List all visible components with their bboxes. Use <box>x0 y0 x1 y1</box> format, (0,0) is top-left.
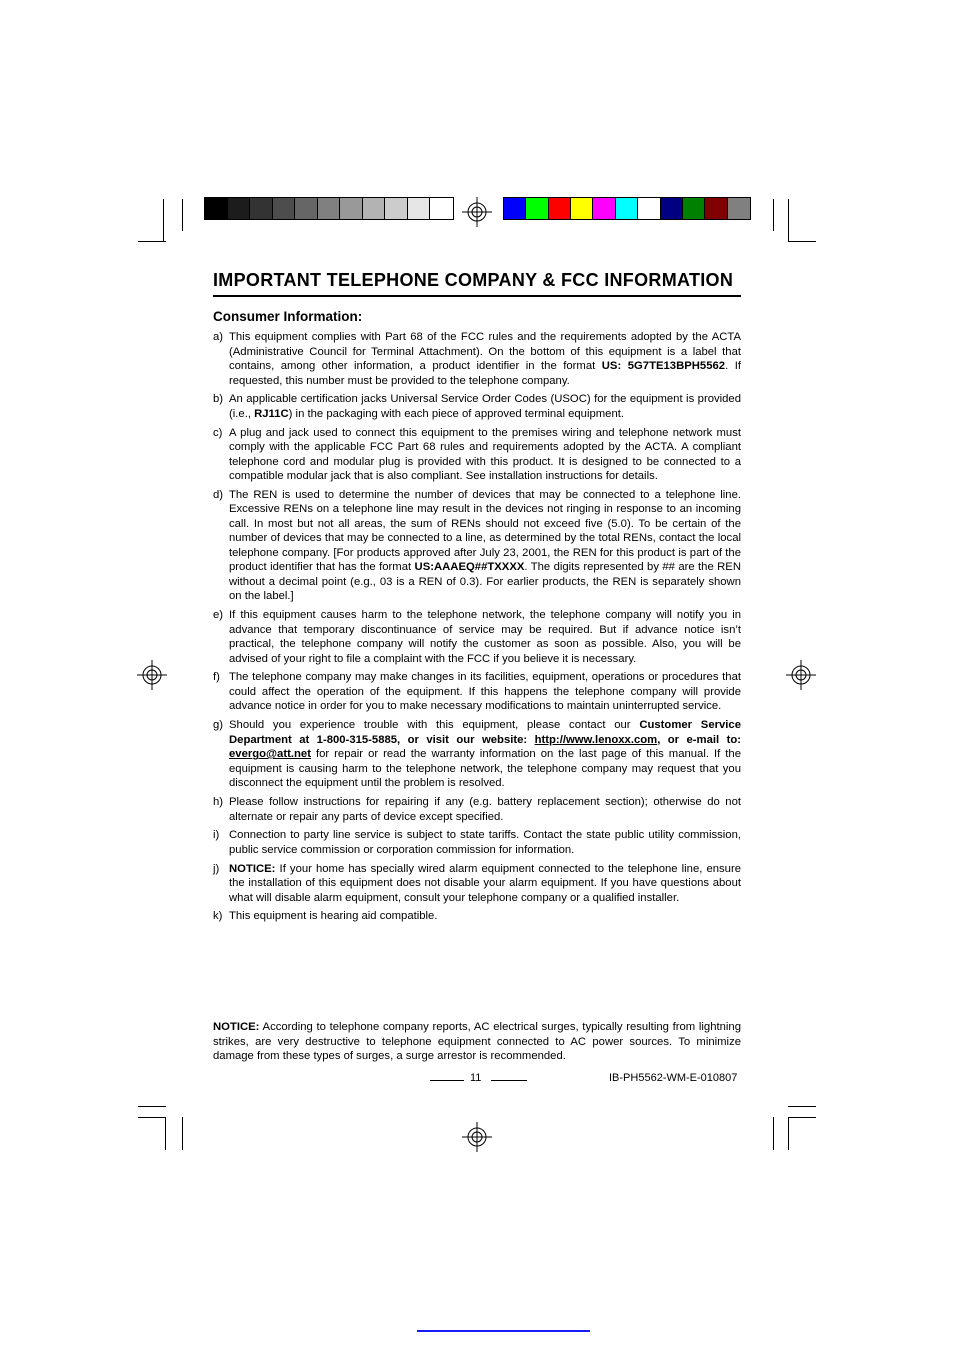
document-id: IB-PH5562-WM-E-010807 <box>609 1072 738 1084</box>
item-text: Please follow instructions for repairing if any (e.g. battery replacement section); otherwise do not alternate or repair any parts of device except specified. <box>229 796 741 823</box>
item-label: j) <box>213 862 220 875</box>
list-item <box>213 862 741 906</box>
registration-mark-icon <box>786 660 816 690</box>
crop-mark <box>163 199 164 241</box>
website-link[interactable]: http://www.lenoxx.com <box>534 733 658 746</box>
crop-mark <box>788 199 789 241</box>
crop-mark <box>165 1117 166 1150</box>
list-item <box>213 488 741 604</box>
color-swatch <box>571 198 593 219</box>
color-swatch <box>526 198 548 219</box>
color-swatch <box>638 198 660 219</box>
surge-notice: NOTICE: According to telephone company reports, AC electrical surges, typically resulting from lightning strikes, are very destructive to telephone equipment connected to AC power sources. To minimize damage from these types of surges, a surge arrestor is recommended. <box>213 1021 741 1062</box>
item-label: e) <box>213 609 224 622</box>
title-underline <box>213 295 741 297</box>
color-swatch <box>363 198 386 219</box>
color-swatch <box>205 198 228 219</box>
page-title: IMPORTANT TELEPHONE COMPANY & FCC INFORMATION <box>213 270 734 290</box>
color-swatch <box>504 198 526 219</box>
color-swatch <box>616 198 638 219</box>
list-item <box>213 392 741 421</box>
consumer-information-list <box>213 330 741 928</box>
color-calibration-bar <box>503 197 751 220</box>
list-item <box>213 330 741 388</box>
item-label: b) <box>213 393 224 406</box>
crop-mark <box>138 1106 166 1107</box>
list-item <box>213 670 741 714</box>
item-label: f) <box>213 671 220 684</box>
list-item <box>213 608 741 666</box>
color-swatch <box>340 198 363 219</box>
page-number-rule-right <box>491 1080 527 1081</box>
crop-mark <box>182 199 183 231</box>
item-text: This equipment complies with Part 68 of the FCC rules and the requirements adopted by the ACTA (Administrative Council for Terminal Attachment). On the bottom of this equipment is a label that contains, among other information, a product identifier in the format US: 5G7TE13BPH5562. If requested, this number must be provided to the telephone company. <box>229 331 741 387</box>
crop-mark <box>788 241 816 242</box>
item-label: a) <box>213 331 224 343</box>
crop-mark <box>138 241 166 242</box>
color-swatch <box>228 198 251 219</box>
page-number-rule-left <box>430 1080 464 1081</box>
item-text: A plug and jack used to connect this equipment to the premises wiring and telephone network must comply with the applicable FCC Part 68 rules and requirements adopted by the ACTA. A compliant telephone cord and modular plug is provided with this product. It is designed to be connected to a compatible modular jack that is also compliant. See installation instructions for details. <box>229 426 741 483</box>
color-swatch <box>683 198 705 219</box>
registration-mark-icon <box>462 197 492 227</box>
crop-mark <box>773 1117 774 1150</box>
color-swatch <box>549 198 571 219</box>
list-item <box>213 795 741 824</box>
grayscale-calibration-bar <box>204 197 454 220</box>
color-swatch <box>728 198 750 219</box>
item-text: If this equipment causes harm to the telephone network, the telephone company will notify you in advance that temporary discontinuance of service may be required. But if advance notice isn’t practical, the telephone company will notify the customer as soon as possible. Also, you will be advised of your right to file a complaint with the FCC if you believe it is necessary. <box>229 609 741 665</box>
item-text: The REN is used to determine the number of devices that may be connected to a telephone line. Excessive RENs on a telephone line may result in the devices not ringing in response to an incoming call. In most but not all areas, the sum of RENs should not exceed five (5.0). To be certain of the number of devices that may be connected to a line, as determined by the total RENs, contact the local telephone company. [For products approved after July 23, 2001, the REN for this product is part of the product identifier that has the format US:AAAEQ##TXXXX. The digits represented by ## are the REN without a decimal point (e.g., 03 is a REN of 0.3). For earlier products, the REN is separately shown on the label.] <box>229 488 741 603</box>
color-swatch <box>705 198 727 219</box>
item-label: c) <box>213 426 223 439</box>
crop-mark <box>788 1106 816 1107</box>
list-item <box>213 426 741 484</box>
crop-mark <box>788 1117 816 1118</box>
section-heading: Consumer Information: <box>213 309 363 324</box>
color-swatch <box>318 198 341 219</box>
item-label: d) <box>213 488 224 501</box>
color-swatch <box>295 198 318 219</box>
item-text: This equipment is hearing aid compatible. <box>229 910 438 923</box>
list-item <box>213 909 741 924</box>
item-label: g) <box>213 719 224 732</box>
list-item <box>213 718 741 791</box>
item-label: i) <box>213 829 220 842</box>
list-item <box>213 828 741 857</box>
crop-mark <box>182 1117 183 1150</box>
crop-mark <box>773 199 774 231</box>
crop-mark <box>788 1117 789 1150</box>
crop-mark <box>138 1117 166 1118</box>
color-swatch <box>661 198 683 219</box>
color-swatch <box>430 198 453 219</box>
registration-mark-icon <box>462 1122 492 1152</box>
page-number: 11 <box>470 1072 482 1084</box>
registration-mark-icon <box>137 660 167 690</box>
email-link[interactable]: evergo@att.net <box>229 748 311 761</box>
footer-link-underline[interactable] <box>417 1330 590 1332</box>
item-text: An applicable certification jacks Universal Service Order Codes (USOC) for the equipment is provided (i.e., RJ11C) in the packaging with each piece of approved terminal equipment. <box>229 393 741 420</box>
color-swatch <box>273 198 296 219</box>
item-text: NOTICE: If your home has specially wired alarm equipment connected to the telephone line, ensure the installation of this equipment does not disable your alarm equipment. If you have questions about what will disable alarm equipment, consult your telephone company or a qualified installer. <box>229 862 741 904</box>
color-swatch <box>593 198 615 219</box>
color-swatch <box>408 198 431 219</box>
item-label: k) <box>213 910 223 923</box>
item-text: Should you experience trouble with this equipment, please contact our Customer Service Department at 1-800-315-5885, or visit our website: http://www.lenoxx.com, or e-mail to: evergo@att.net for repair or read the warranty information on the last page of this manual. If the equipment is causing harm to the telephone network, the telephone company may request that you disconnect the equipment until the problem is resolved. <box>229 719 741 790</box>
item-text: Connection to party line service is subject to state tariffs. Contact the state public utility commission, public service commission or corporation commission for information. <box>229 829 741 856</box>
color-swatch <box>250 198 273 219</box>
color-swatch <box>385 198 408 219</box>
item-text: The telephone company may make changes in its facilities, equipment, operations or procedures that could affect the operation of the equipment. If this happens the telephone company will provide advance notice in order for you to make necessary modifications to maintain uninterrupted service. <box>229 671 741 713</box>
item-label: h) <box>213 796 224 809</box>
